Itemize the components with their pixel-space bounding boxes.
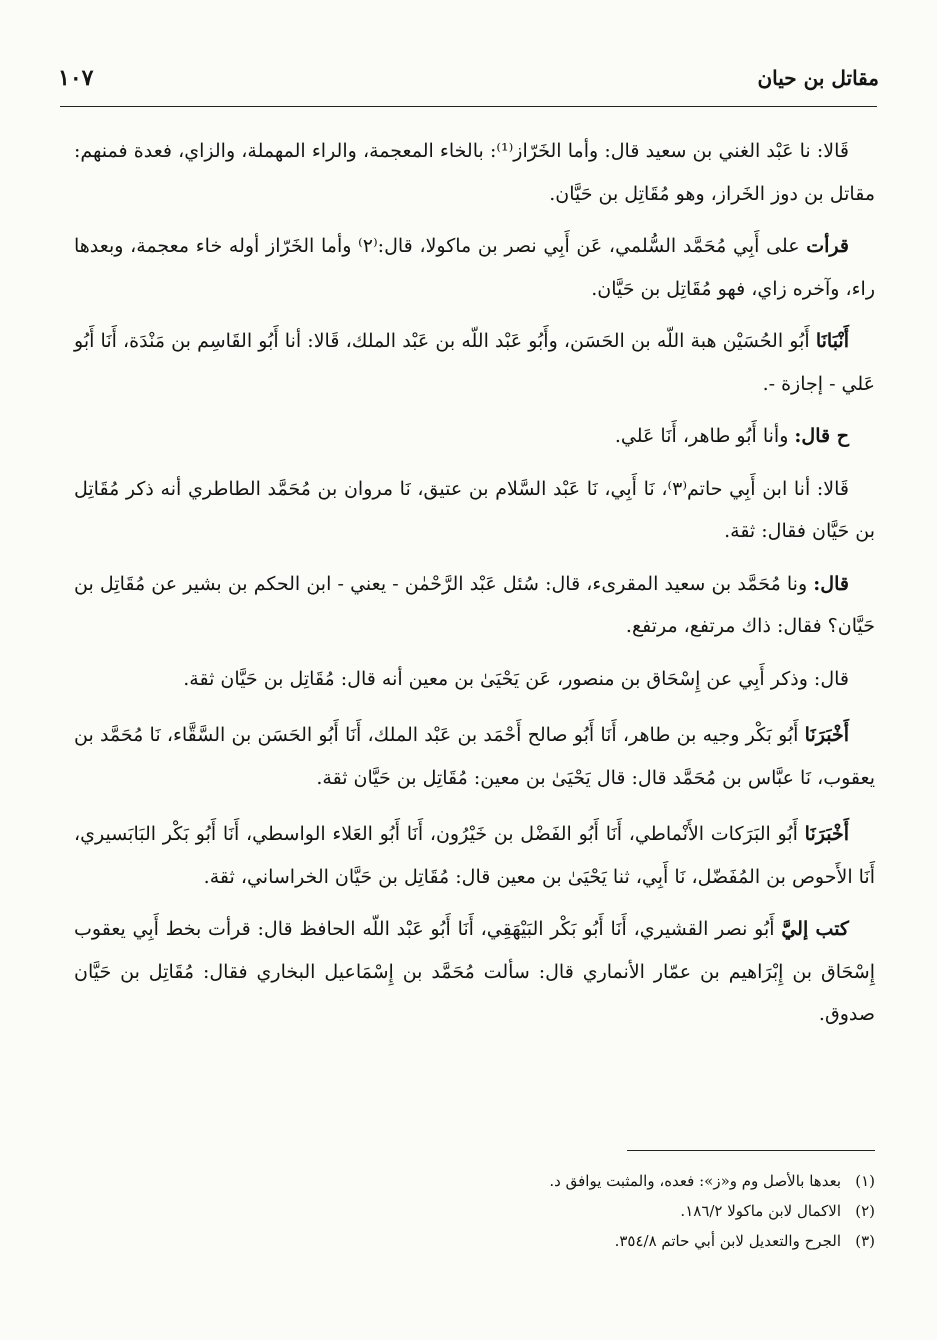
footnote-text: الجرح والتعديل لابن أبي حاتم ٣٥٤/٨. [614,1232,841,1250]
paragraph-6: قال: ونا مُحَمَّد بن سعيد المقرىء، قال: سُئل عَبْد الرَّحْمٰن - يعني - ابن الحكم بن بشير عن مُقَاتِل بن حَيَّان؟ فقال: ذاك مرتفع، مرتفع. [74,572,875,637]
footnote-text: بعدها بالأصل وم و«ز»: فعده، والمثبت يوافق د. [549,1172,841,1190]
paragraph-lead: قرأت [806,235,849,257]
footnote-3 [74,1226,875,1256]
paragraph-lead: أَنْبَانَا [815,330,849,352]
paragraph-lead: أَخْبَرَنَا [804,823,849,845]
footnote-2 [74,1196,875,1226]
paragraph-1: قَالا: نا عَبْد الغني بن سعيد قال: وأما الخَرّاز⁽¹⁾: بالخاء المعجمة، والراء المهملة، والزاي، فعدة فمنهم: مقاتل بن دوز الخَراز، وهو مُقَاتِل بن حَيَّان. [74,140,875,205]
paragraph-4: ح قال: وأنا أَبُو طاهر، أَنَا عَلي. [614,425,849,447]
header-divider [60,106,877,107]
footnote-divider [627,1150,875,1151]
paragraph-5: قَالا: أنا ابن أَبِي حاتم⁽٣⁾، نَا أَبِي، نَا عَبْد السَّلام بن عتيق، نَا مروان بن مُحَمَّد الطاطري أنه ذكر مُقَاتِل بن حَيَّان فقال: ثقة. [74,477,875,542]
paragraph-lead: قال: [813,572,849,595]
paragraph-7: قال: وذكر أَبِي عن إِسْحَاق بن منصور، عَن يَحْيَىٰ بن معين أنه قال: مُقَاتِل بن حَيَّان ثقة. [183,667,849,690]
page-number: ١٠٧ [58,65,94,91]
paragraph-9: أَخْبَرَنَا أَبُو البَرَكات الأَنْماطي، أَنَا أَبُو الفَضْل بن خَيْرُون، أَنَا أَبُو العَلاء الواسطي، أَنَا أَبُو بَكْر البَابَسيري، أَنَا الأَحوص بن المُفَضّل، نَا أَبِي، ثنا يَحْيَىٰ بن معين قال: مُقَاتِل بن حَيَّان الخراساني، ثقة. [74,823,875,888]
paragraph-8: أَخْبَرَنَا أَبُو بَكْر وجيه بن طاهر، أَنَا أَبُو صالح أَحْمَد بن عَبْد الملك، أَنَا أَبُو الحَسَن بن السَّقَّاء، نَا مُحَمَّد بن يعقوب، نَا عبَّاس بن مُحَمَّد قال: قال يَحْيَىٰ بن معين: مُقَاتِل بن حَيَّان ثقة. [74,724,875,789]
page-header [58,58,879,98]
running-title: مقاتل بن حيان [757,66,879,90]
footnotes [74,1166,875,1256]
paragraph-10: كتب إليَّ أَبُو نصر القشيري، أَنَا أَبُو بَكْر البَيْهَقِي، أَنَا أَبُو عَبْد اللّه الحافظ قال: قرأت بخط أَبِي يعقوب إِسْحَاق بن إِبْرَاهيم بن عمّار الأنماري قال: سألت مُحَمَّد بن إِسْمَاعيل البخاري فقال: مُقَاتِل بن حَيَّان صدوق. [74,918,875,1025]
paragraph-2: قرأت على أَبِي مُحَمَّد السُّلمي، عَن أَبِي نصر بن ماكولا، قال:⁽٢⁾ وأما الخَرّاز أوله خاء معجمة، وبعدها راء، وآخره زاي، فهو مُقَاتِل بن حَيَّان. [74,235,875,300]
paragraph-lead: ح قال: [794,425,849,447]
footnote-number: (١) [855,1172,875,1190]
footnote-number: (٣) [855,1232,875,1250]
paragraph-3: أَنْبَانَا أَبُو الحُسَيْن هبة اللّه بن الحَسَن، وأَبُو عَبْد اللّه بن عَبْد الملك، قَالا: أنا أَبُو القَاسِم بن مَنْدَة، أَنَا أَبُو عَلي - إجازة -. [74,330,875,395]
paragraph-lead: كتب إليَّ [781,918,849,940]
paragraph-lead: أَخْبَرَنَا [804,724,849,746]
footnote-text: الاكمال لابن ماكولا ١٨٦/٢. [680,1202,841,1220]
footnote-1 [74,1166,875,1196]
footnote-number: (٢) [855,1202,875,1220]
main-text [74,130,875,1046]
